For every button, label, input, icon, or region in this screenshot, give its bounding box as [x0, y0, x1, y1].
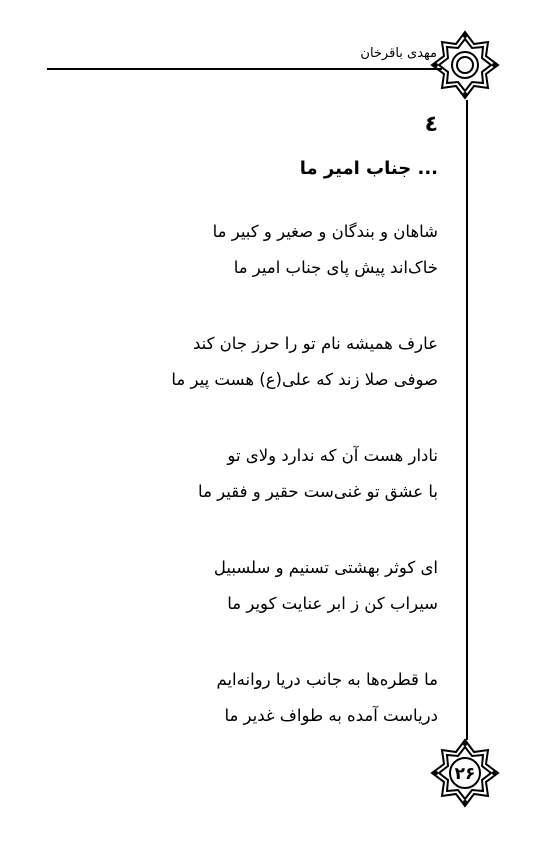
header-rule	[47, 68, 442, 70]
verse-line: شاهان و بندگان و صغیر و کبیر ما	[212, 222, 438, 241]
stanza	[198, 438, 438, 510]
stanza	[214, 550, 438, 622]
stanza	[171, 326, 438, 398]
poem-title: ... جناب امیر ما	[299, 158, 438, 179]
verse-line: عارف همیشه نام تو را حرز جان کند	[192, 334, 438, 353]
verse-line: نادار هست آن که ندارد ولای تو	[227, 446, 438, 465]
verse-line: ای کوثر بهشتی تسنیم و سلسبیل	[213, 558, 438, 577]
verse-line: دریاست آمده به طواف غدیر ما	[224, 706, 438, 725]
rosette-ornament-icon	[430, 30, 500, 100]
verse-line: سیراب کن ز ابر عنایت کویر ما	[227, 594, 438, 613]
stanza	[216, 662, 438, 734]
poem-number: ٤	[424, 112, 438, 137]
verse-line: صوفی صلا زند که علی(ع) هست پیر ما	[171, 370, 438, 389]
margin-rule	[466, 100, 468, 740]
page-number: ۲۶	[454, 764, 476, 784]
verse-line: ما قطره‌ها به جانب دریا روانه‌ایم	[216, 670, 438, 689]
author-name: مهدی باقرخان	[360, 46, 437, 61]
verse-line: با عشق تو غنی‌ست حقیر و فقیر ما	[198, 482, 438, 501]
stanza	[213, 214, 438, 286]
verse-line: خاک‌اند پیش پای جناب امیر ما	[233, 258, 438, 277]
